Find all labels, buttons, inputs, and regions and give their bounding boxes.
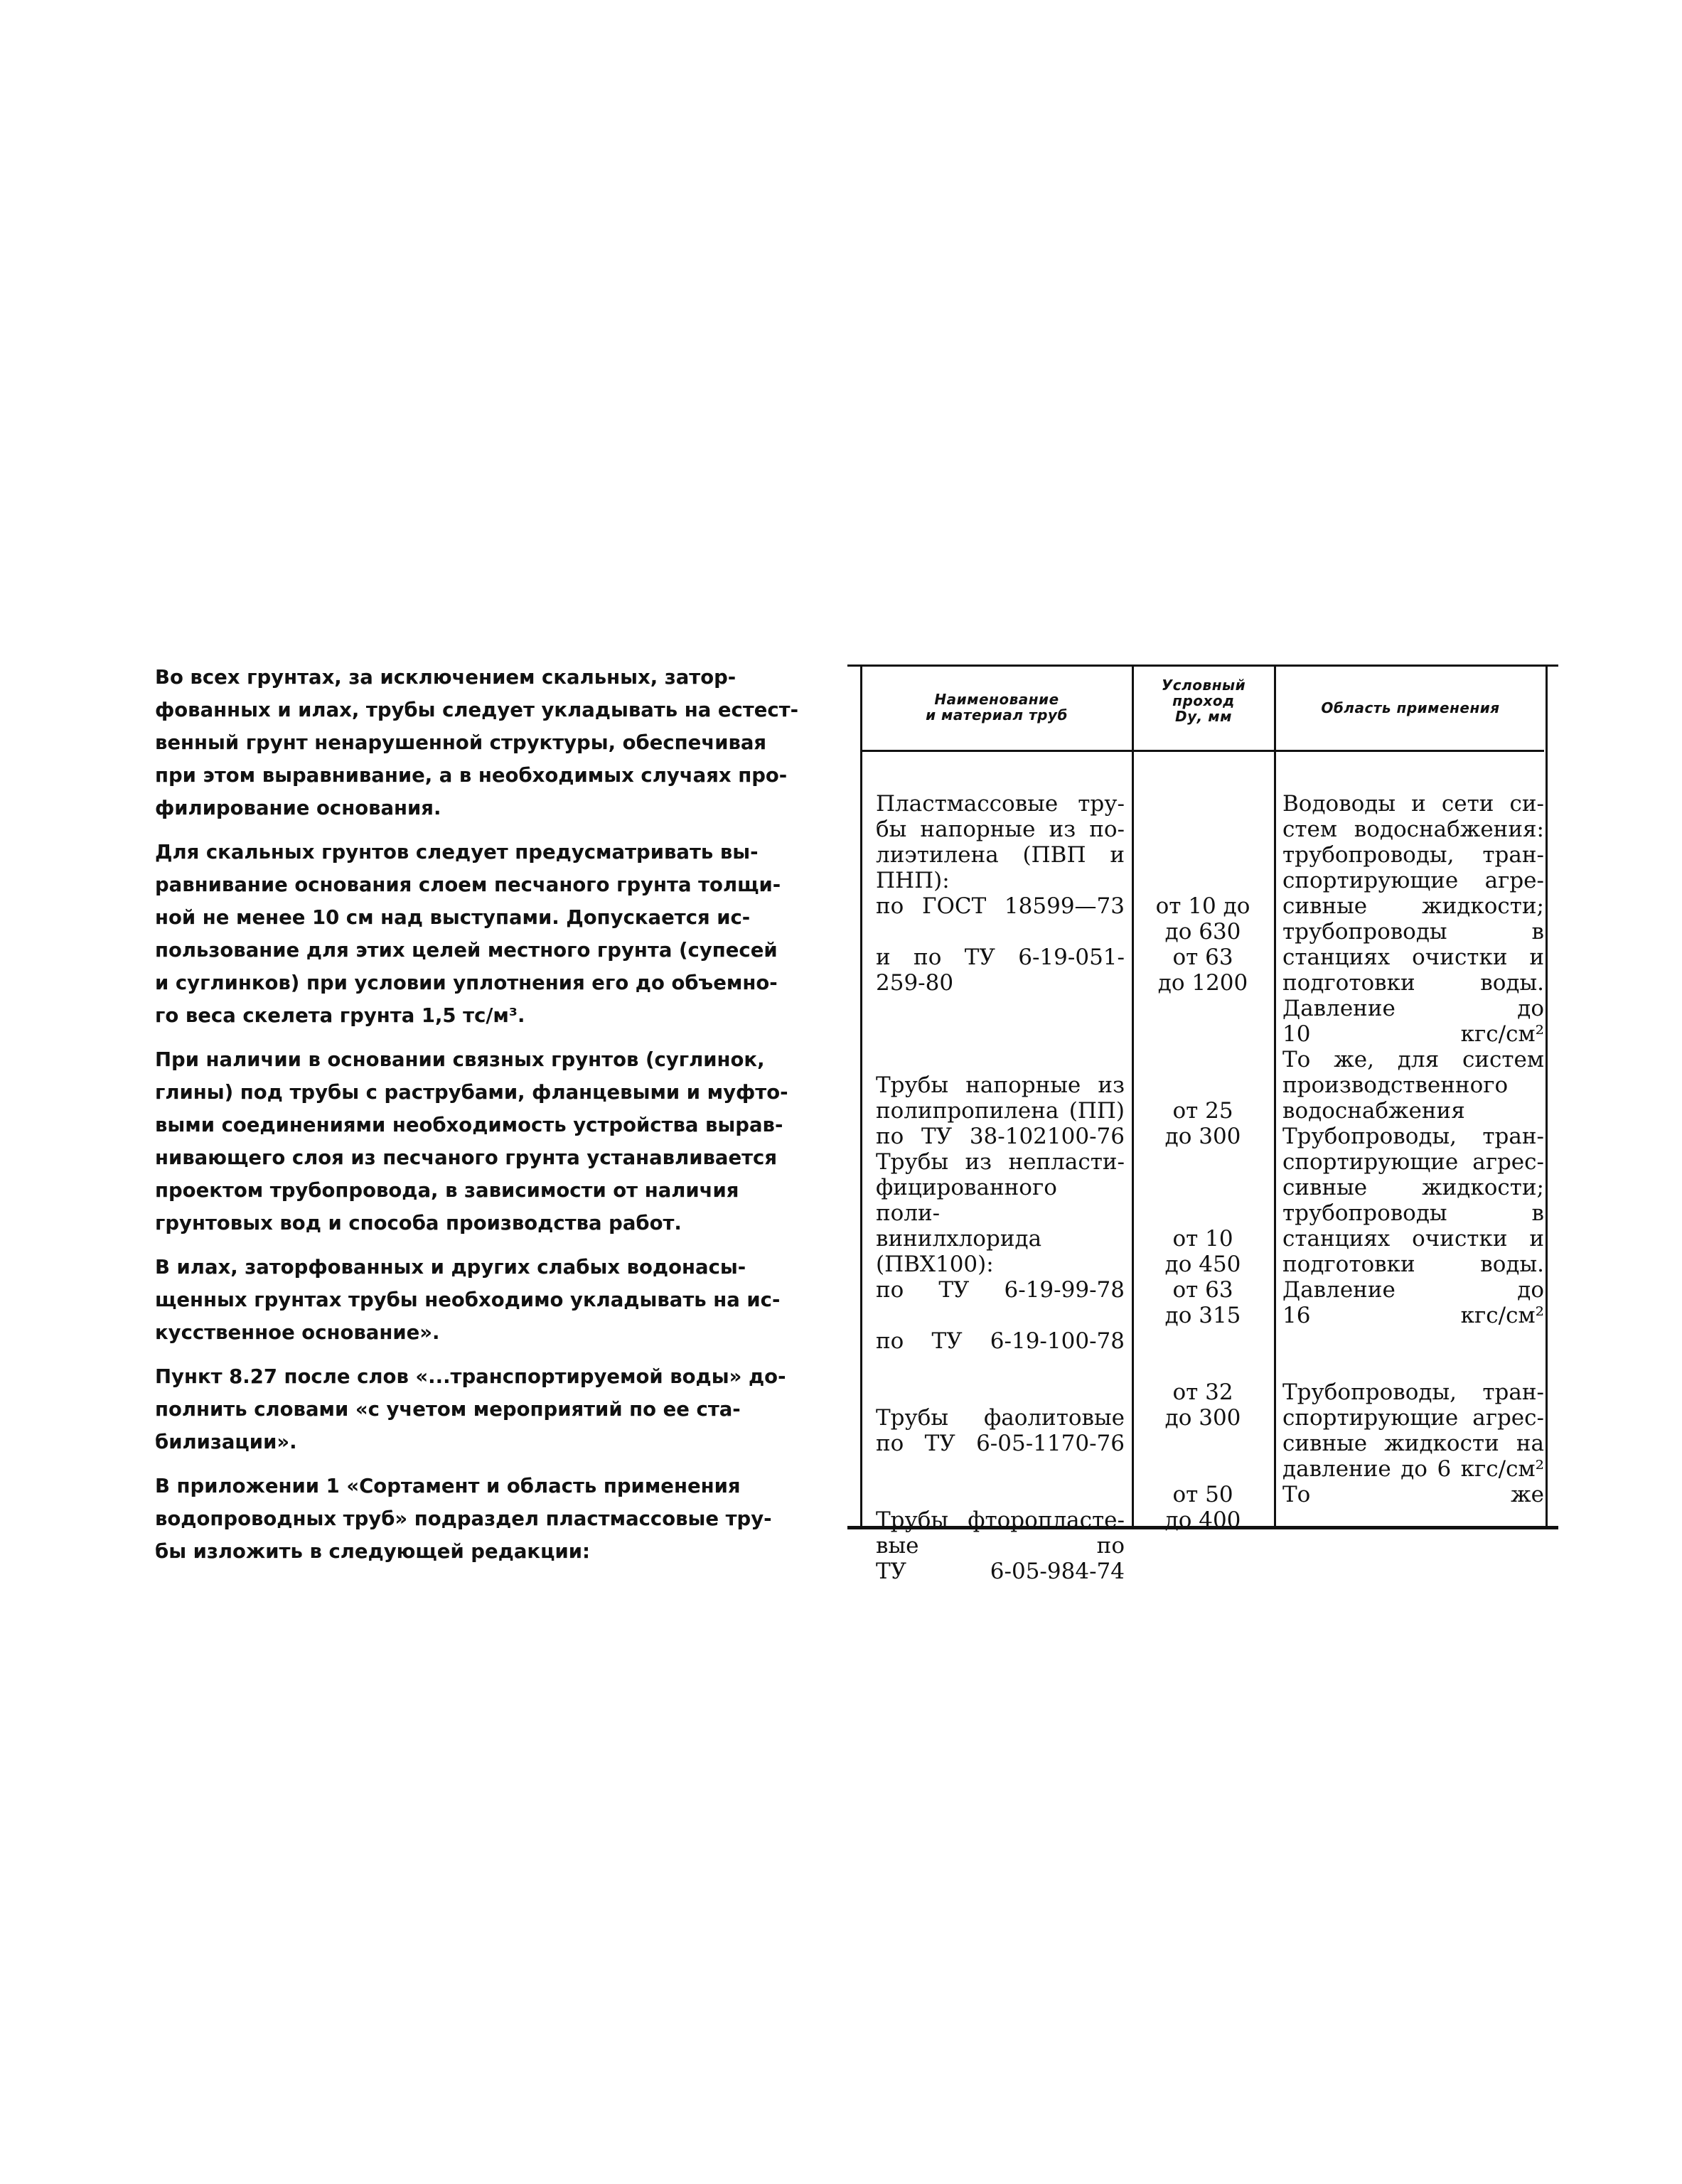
- cell-line: [1282, 1354, 1544, 1379]
- paragraph-2: [155, 836, 816, 1032]
- text-line: При наличии в основании связных грунтов (суглинок,: [155, 1048, 765, 1071]
- cell-line: станциях очистки и: [1282, 945, 1544, 970]
- header-name-material: [863, 692, 1130, 723]
- cell-line: по ГОСТ 18599—73: [876, 893, 1125, 919]
- cell-line: винилхлорида: [876, 1226, 1042, 1252]
- cell-line: [876, 919, 1125, 945]
- cell-line: [1139, 817, 1267, 842]
- cell-line: по ТУ 6-19-99-78: [876, 1277, 1125, 1303]
- cell-line: [1139, 1175, 1267, 1200]
- paragraph-3: [155, 1043, 816, 1239]
- text-line: Пункт 8.27 после слов «...транспортируемой воды» до-: [155, 1365, 786, 1388]
- cell-line: [876, 1047, 1125, 1072]
- cell-line: трубопроводы в: [1282, 919, 1544, 945]
- cell-line: [1139, 791, 1267, 817]
- text-line: Для скальных грунтов следует предусматривать вы-: [155, 841, 759, 864]
- text-line: выми соединениями необходимость устройства вырав-: [155, 1114, 783, 1136]
- cell-line: фицированного поли-: [876, 1175, 1057, 1226]
- table-rule-right: [1546, 665, 1548, 1527]
- cell-line: спортирующие агре-: [1282, 868, 1544, 893]
- cell-line: трубопроводы в: [1282, 1200, 1544, 1226]
- text-line: грунтовых вод и способа производства работ.: [155, 1212, 682, 1234]
- cell-line: 10 кгс/см²: [1282, 1021, 1544, 1047]
- cell-line: [1139, 1328, 1267, 1354]
- cell-line: То же: [1282, 1482, 1544, 1507]
- cell-line: давление до 6 кгс/см²: [1282, 1456, 1544, 1482]
- header-line: проход: [1172, 692, 1235, 709]
- cell-line: до 1200: [1157, 970, 1248, 996]
- cell-line: до 630: [1164, 919, 1241, 945]
- cell-line: [1139, 1431, 1267, 1456]
- text-line: В приложении 1 «Сортамент и область применения: [155, 1475, 741, 1497]
- cell-line: Трубы из непласти-: [876, 1149, 1125, 1175]
- cell-line: [876, 1354, 1125, 1379]
- cell-line: бы напорные из по-: [876, 817, 1125, 842]
- cell-line: подготовки воды.: [1282, 1252, 1544, 1277]
- cell-line: [876, 996, 1125, 1021]
- header-line: Dу, мм: [1175, 708, 1232, 725]
- cell-line: Трубы фторопласте-: [876, 1507, 1125, 1533]
- cell-line: Трубы напорные из: [876, 1072, 1125, 1098]
- table-header-rule: [862, 750, 1544, 752]
- text-line: венный грунт ненарушенной структуры, обеспечивая: [155, 731, 767, 754]
- table-rule-left: [860, 665, 862, 1527]
- cell-line: до 400: [1164, 1507, 1241, 1533]
- table-rule-col2: [1274, 665, 1276, 1527]
- text-line: при этом выравнивание, а в необходимых случаях про-: [155, 764, 788, 787]
- text-line: нивающего слоя из песчаного грунта устанавливается: [155, 1146, 778, 1169]
- cell-line: водоснабжения: [1282, 1098, 1465, 1124]
- cell-line: [1139, 868, 1267, 893]
- cell-line: по ТУ 6-05-1170-76: [876, 1431, 1125, 1456]
- cell-line: сивные жидкости;: [1282, 893, 1544, 919]
- text-line: проектом трубопровода, в зависимости от наличия: [155, 1179, 739, 1202]
- text-line: филирование основания.: [155, 797, 441, 819]
- cell-line: Трубопроводы, тран-: [1282, 1379, 1544, 1405]
- cell-line: [1139, 996, 1267, 1021]
- column-nominal-bore: [1139, 791, 1267, 1533]
- cell-line: Трубы фаолитовые: [876, 1405, 1125, 1431]
- cell-line: Водоводы и сети си-: [1282, 791, 1544, 817]
- cell-line: ПНП):: [876, 868, 950, 893]
- text-line: и суглинков) при условии уплотнения его до объемно-: [155, 972, 778, 994]
- column-application: [1282, 791, 1544, 1507]
- cell-line: от 25: [1172, 1098, 1233, 1124]
- header-line: Область применения: [1321, 699, 1500, 716]
- cell-line: Трубопроводы, тран-: [1282, 1124, 1544, 1149]
- cell-line: по ТУ 38-102100-76: [876, 1124, 1125, 1149]
- cell-line: 16 кгс/см²: [1282, 1303, 1544, 1328]
- paragraph-4: [155, 1251, 816, 1349]
- cell-line: [1139, 1149, 1267, 1175]
- text-line: В илах, заторфованных и других слабых водонасы-: [155, 1256, 746, 1279]
- cell-line: [876, 1456, 1125, 1482]
- text-line: пользование для этих целей местного грунта (супесей: [155, 939, 778, 962]
- cell-line: спортирующие агрес-: [1282, 1405, 1544, 1431]
- cell-line: вые по: [876, 1533, 1125, 1559]
- paragraph-5: [155, 1360, 816, 1458]
- cell-line: полипропилена (ПП): [876, 1098, 1125, 1124]
- cell-line: станциях очистки и: [1282, 1226, 1544, 1252]
- pipes-table: [847, 665, 1558, 1584]
- text-line: Во всех грунтах, за исключением скальных, затор-: [155, 666, 736, 689]
- cell-line: сивные жидкости;: [1282, 1175, 1544, 1200]
- cell-line: по ТУ 6-19-100-78: [876, 1328, 1125, 1354]
- text-line: водопроводных труб» подраздел пластмассовые тру-: [155, 1507, 772, 1530]
- cell-line: [876, 1303, 1125, 1328]
- cell-line: Давление до: [1282, 996, 1544, 1021]
- cell-line: ТУ 6-05-984-74: [876, 1559, 1125, 1584]
- text-line: бы изложить в следующей редакции:: [155, 1540, 590, 1563]
- cell-line: 259-80: [876, 970, 954, 996]
- cell-line: производственного: [1282, 1072, 1509, 1098]
- text-line: глины) под трубы с раструбами, фланцевыми и муфто-: [155, 1081, 788, 1104]
- header-line: Наименование: [934, 691, 1059, 708]
- header-line: Условный: [1161, 677, 1246, 694]
- cell-line: сивные жидкости на: [1282, 1431, 1544, 1456]
- cell-line: до 315: [1164, 1303, 1241, 1328]
- cell-line: [1139, 1354, 1267, 1379]
- cell-line: Пластмассовые тру-: [876, 791, 1125, 817]
- cell-line: [876, 1379, 1125, 1405]
- cell-line: То же, для систем: [1282, 1047, 1544, 1072]
- cell-line: Давление до: [1282, 1277, 1544, 1303]
- cell-line: от 63: [1172, 1277, 1233, 1303]
- text-line: равнивание основания слоем песчаного грунта толщи-: [155, 873, 781, 896]
- cell-line: стем водоснабжения:: [1282, 817, 1544, 842]
- cell-line: от 50: [1172, 1482, 1233, 1507]
- cell-line: спортирующие агрес-: [1282, 1149, 1544, 1175]
- cell-line: от 63: [1172, 945, 1233, 970]
- text-line: кусственное основание».: [155, 1321, 440, 1344]
- column-pipe-names: [876, 791, 1125, 1584]
- cell-line: от 32: [1172, 1379, 1233, 1405]
- paragraph-1: [155, 661, 816, 824]
- cell-line: и по ТУ 6-19-051-: [876, 945, 1125, 970]
- cell-line: лиэтилена (ПВП и: [876, 842, 1125, 868]
- text-line: го веса скелета грунта 1,5 тс/м³.: [155, 1004, 525, 1027]
- text-line: билизации».: [155, 1431, 297, 1453]
- cell-line: [1139, 1021, 1267, 1047]
- cell-line: до 450: [1164, 1252, 1241, 1277]
- cell-line: до 300: [1164, 1124, 1241, 1149]
- cell-line: [1282, 1328, 1544, 1354]
- cell-line: [1139, 1456, 1267, 1482]
- body-text: [155, 661, 816, 1579]
- cell-line: [876, 1482, 1125, 1507]
- cell-line: [1139, 1047, 1267, 1072]
- cell-line: до 300: [1164, 1405, 1241, 1431]
- text-line: ной не менее 10 см над выступами. Допускается ис-: [155, 906, 751, 929]
- header-line: и материал труб: [926, 706, 1068, 723]
- cell-line: [1139, 1200, 1267, 1226]
- cell-line: от 10 до: [1155, 893, 1250, 919]
- text-line: полнить словами «с учетом мероприятий по ее ста-: [155, 1398, 741, 1421]
- cell-line: трубопроводы, тран-: [1282, 842, 1544, 868]
- table-top-rule: [847, 665, 1558, 667]
- cell-line: [1139, 1072, 1267, 1098]
- text-line: щенных грунтах трубы необходимо укладывать на ис-: [155, 1289, 781, 1311]
- cell-line: подготовки воды.: [1282, 970, 1544, 996]
- text-line: фованных и илах, трубы следует укладывать на естест-: [155, 699, 799, 721]
- table-rule-col1: [1132, 665, 1134, 1527]
- paragraph-6: [155, 1470, 816, 1568]
- cell-line: (ПВХ100):: [876, 1252, 994, 1277]
- cell-line: [1139, 842, 1267, 868]
- cell-line: [876, 1021, 1125, 1047]
- header-nominal-bore: [1134, 677, 1273, 724]
- cell-line: от 10: [1172, 1226, 1233, 1252]
- header-application: [1276, 700, 1545, 716]
